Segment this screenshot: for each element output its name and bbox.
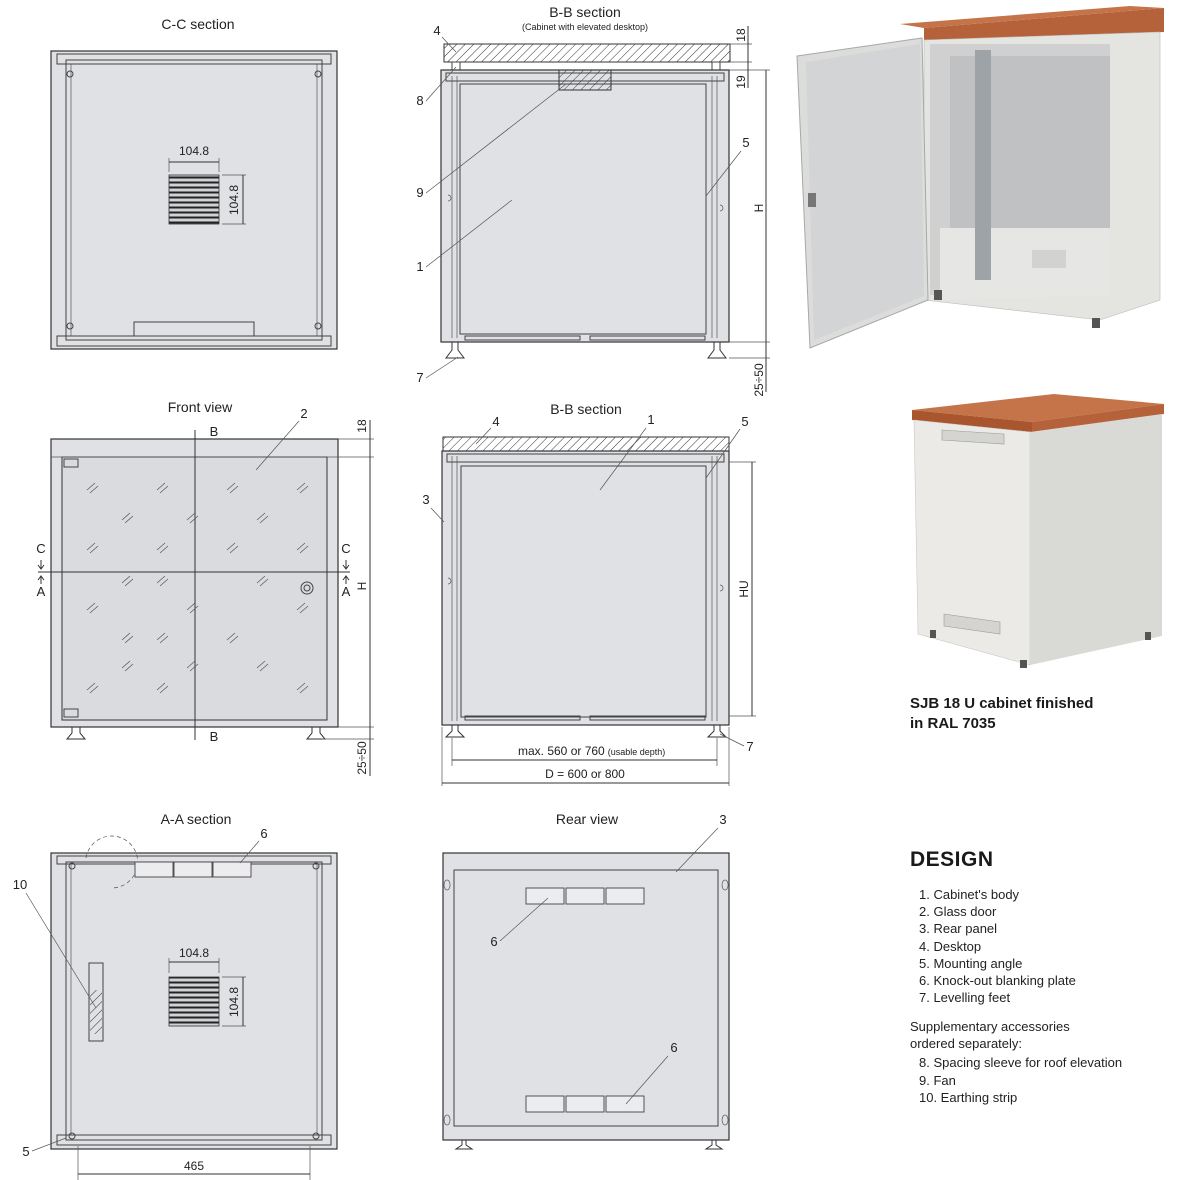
callout-6-aa: 6	[260, 826, 268, 841]
bottom-width-dim: 465	[183, 1159, 205, 1173]
list-item: 8. Spacing sleeve for roof elevation	[919, 1055, 1123, 1071]
supplementary-line1: Supplementary accessories	[910, 1019, 1070, 1035]
list-item: 3. Rear panel	[919, 921, 998, 937]
bb-elevated-title: B-B section	[549, 4, 621, 20]
callout-5: 5	[741, 414, 749, 429]
rear-view	[443, 811, 729, 1149]
list-item: 4. Desktop	[919, 938, 982, 954]
sleeve-height-dim: 19	[734, 75, 748, 89]
callout-10: 10	[12, 877, 28, 892]
supplementary-line2: ordered separately:	[910, 1036, 1023, 1052]
front-view-title: Front view	[167, 399, 233, 415]
list-item: 7. Levelling feet	[919, 990, 1011, 1006]
usable-depth-value: max. 560 or 760	[518, 744, 605, 758]
cc-fan-height-dim: 104.8	[227, 184, 241, 216]
design-title: DESIGN	[910, 848, 994, 871]
aa-section-title: A-A section	[160, 811, 232, 827]
list-item: 2. Glass door	[919, 904, 997, 920]
rear-view-title: Rear view	[555, 811, 619, 827]
design-legend	[910, 848, 1170, 1106]
height-dim-elevated: H	[752, 203, 766, 213]
section-mark-a-left: A	[36, 584, 46, 599]
callout-2: 2	[300, 406, 308, 421]
callout-5-elevated: 5	[742, 135, 750, 150]
callout-8: 8	[416, 93, 424, 108]
usable-depth-note: (usable depth)	[607, 747, 666, 757]
callout-6-rear-bottom: 6	[670, 1040, 678, 1055]
callout-9: 9	[416, 185, 424, 200]
aa-fan-width-dim: 104.8	[178, 946, 210, 960]
feet-dim-elevated: 25÷50	[752, 363, 766, 397]
desktop-thickness-dim-elevated: 18	[734, 28, 748, 42]
depth-dim: D = 600 or 800	[545, 767, 625, 781]
list-item: 10. Earthing strip	[919, 1089, 1018, 1105]
cc-fan-grill	[169, 175, 219, 224]
callout-3: 3	[422, 492, 430, 507]
callout-7: 7	[746, 739, 754, 754]
bb-section-elevated-view	[416, 4, 770, 397]
section-mark-c-left: C	[36, 541, 46, 556]
callout-4: 4	[492, 414, 500, 429]
callout-6-rear-top: 6	[490, 934, 498, 949]
desktop-thickness-dim-front: 18	[355, 419, 369, 433]
cc-fan-width-dim: 104.8	[178, 144, 210, 158]
aa-section-view	[13, 811, 337, 1180]
accessories-list	[910, 1054, 1170, 1106]
photo-caption-line1: SJB 18 U cabinet finished	[910, 695, 1094, 712]
cabinet-photo-closed	[912, 394, 1164, 668]
list-item: 6. Knock-out blanking plate	[919, 973, 1076, 989]
bb-section-view	[422, 401, 756, 786]
design-parts-list	[910, 886, 1170, 1006]
height-dim-front: H	[355, 581, 369, 591]
fan-unit	[559, 70, 611, 90]
supplementary-heading	[910, 1018, 1170, 1052]
section-mark-a-right: A	[341, 584, 351, 599]
bb-section-title: B-B section	[550, 401, 622, 417]
aa-fan-grill	[169, 977, 219, 1026]
cc-section-title: C-C section	[161, 16, 235, 32]
photo-caption	[910, 694, 1150, 734]
list-item: 1. Cabinet's body	[919, 887, 1020, 902]
section-mark-b-bottom: B	[209, 729, 219, 744]
list-item: 5. Mounting angle	[919, 955, 1023, 971]
section-mark-b-top: B	[209, 424, 219, 439]
callout-4-elevated: 4	[433, 23, 441, 38]
callout-7-elevated: 7	[416, 370, 424, 385]
section-mark-c-right: C	[341, 541, 351, 556]
list-item: 9. Fan	[919, 1072, 956, 1088]
aa-fan-height-dim: 104.8	[227, 986, 241, 1018]
photo-caption-line2: in RAL 7035	[910, 715, 996, 732]
front-view	[36, 399, 374, 776]
hu-dim: HU	[737, 580, 751, 598]
callout-1-elevated: 1	[416, 259, 424, 274]
usable-depth-dim	[518, 744, 665, 758]
cc-section-view	[51, 16, 337, 349]
bb-elevated-note: (Cabinet with elevated desktop)	[521, 22, 649, 32]
feet-dim-front: 25÷50	[355, 741, 369, 775]
desktop-hatch	[443, 437, 729, 451]
callout-1: 1	[647, 412, 655, 427]
callout-5-aa: 5	[22, 1144, 30, 1159]
desktop-hatch-elevated	[444, 44, 730, 62]
cabinet-photo-open	[797, 6, 1164, 348]
callout-3-rear: 3	[719, 812, 727, 827]
